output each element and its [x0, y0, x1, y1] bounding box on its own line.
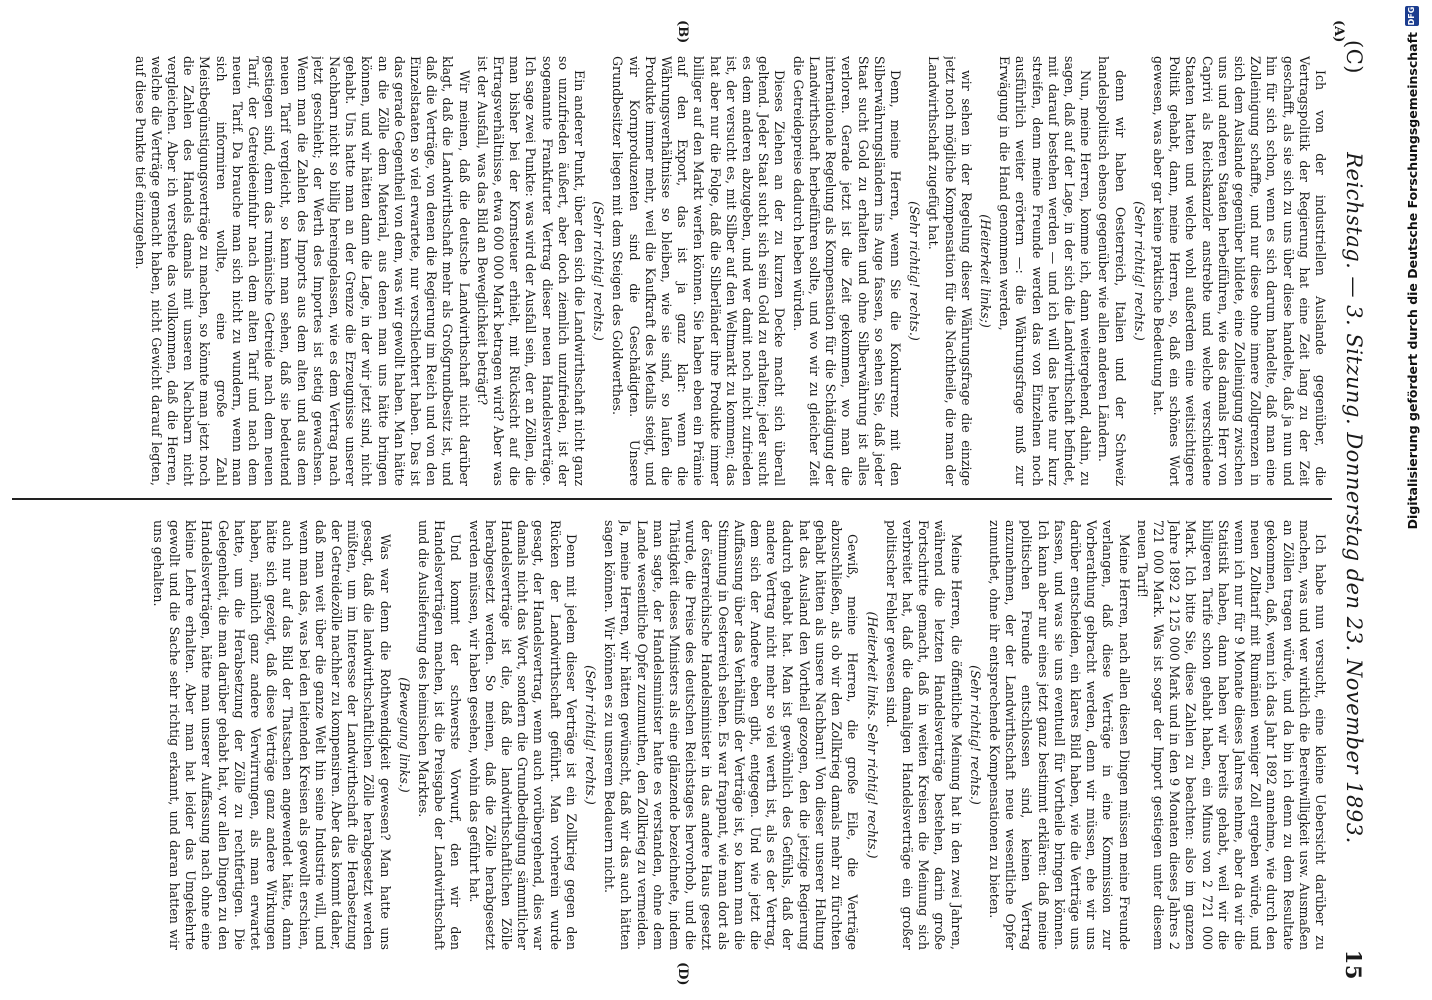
running-title: Reichstag. — 3. Sitzung. Donnerstag den 23. November 1893.	[1342, 152, 1366, 844]
paragraph: Wir meinen, daß die deutsche Landwirthschaft nicht darüber klagt, daß die Landwirthschaft mehr als Großgrundbesitz ist, und daß die Verträge, von denen die Regierung im Reich und von den Einzelstaaten so viel erwartete, nur verschlechtert haben. Das ist das gerade Gegentheil von dem, was wir gewollt haben. Man hätte an die Zölle dem Material, aus denen man uns hätte bringen können, und wir hätten dann die Lage, in der wir jetzt sind, nicht gehabt. Uns hatte man an der Grenze die Erzeugnisse unserer Nachbarn nicht so billig hereingelassen, wie es dem Vertrag nach jetzt geschieht; der Werth des Importes ist stetig gewachsen. Wenn man die Zahlen des Imports aus dem alten und aus dem neuen Tarif vergleicht, so kann man sehen, daß sie bedeutend gestiegen sind, denn das rumänische Getreide nach dem neuen Tarif, der Getreideeinfuhr nach dem alten Tarif und nach dem neuen Tarif. Da brauche man sich nicht zu wundern, wenn man sich informiren wollte, eine große Zahl Meistbegünstigungsverträge zu machen, so könnte man jetzt noch die Zahlen des Handels damals mit unseren Nachbarn nicht vergleichen. Aber ich verstehe das vollkommen, daß die Herren, welche die Verträge gemacht haben, nicht Gewicht darauf legten, auf diese Punkte tief einzugehen.	[132, 56, 472, 486]
interjection: (Bewegung links.)	[396, 677, 412, 793]
paragraph: Denn, meine Herren, wenn Sie die Konkurrenz mit den Silberwährungsländern ins Auge fassen, so sehen Sie, daß jeder Staat sucht Gold zu erhalten und ohne Silberwährung ist alles verloren. Gerade jetzt ist die Zeit gekommen, wo man die internationale Regelung als Kompensation für die Schädigung der Landwirthschaft herbeiführen sollte, und wo wir zu gleicher Zeit die Getreidepreise dadurch heben würden.	[790, 56, 903, 486]
paragraph: Und kommt der schwerste Vorwurf, den wir den Handelsverträgen machen, ist die Preisgabe der Landwirthschaft und die Auslieferung des heimischen Marktes.	[416, 520, 464, 950]
margin-marker-b: (B)	[675, 20, 690, 44]
margin-marker-a: (A)	[1331, 20, 1346, 43]
paragraph: Meine Herren, die öffentliche Meinung hat in den zwei Jahren, während die letzten Handelsverträge bestehen, darin große Fortschritte gemacht, daß in weiten Kreisen die Meinung sich verbreitet hat, daß die damaligen Handelsverträge ein großer politischer Fehler gewesen sind.	[883, 520, 964, 950]
paragraph: Ein anderer Punkt, über den sich die Landwirthschaft nicht ganz so unzufrieden äußert, aber doch ziemlich unzufrieden, ist der sogenannte Frankfurter Vertrag dieser neuen Handelsverträge. Ich sage zwei Punkte: was wird der Ausfall sein, der an Zöllen, die man bisher bei der Kornsteuer erhielt, mit Rücksicht auf die Ertragsverhältnisse, etwa 600 000 Mark betragen wird? Aber was ist der Ausfall, was das Bild an Beweglichkeit beträgt?	[474, 56, 588, 486]
page-number: 15	[1341, 949, 1367, 980]
paragraph: wir sehen in der Regelung dieser Währungsfrage die einzige jetzt noch mögliche Kompensation für die Nachtheile, die man der Landwirthschaft zugefügt hat.	[926, 56, 974, 486]
interjection: (Heiterkeit links;)	[977, 214, 993, 328]
interjection: (Sehr richtig! rechts.)	[967, 665, 983, 805]
paragraph: Ich von der industriellen Auslande gegenüber, die Vertragspolitik der Regierung hat eine Zeit lang zu der Zeit geschafft, als sie sich zu uns über diese handelte, daß ja nun und hin für sich schon, wenn es sich darum handelte, daß man eine Zolleinigung schaffte, und nur diese ohne innere Zollgrenzen in sich dem Auslande gegenüber bildete, eine Zolleinigung zwischen uns und anderen Staaten herbeiführen, wie das damals Herr von Caprivi als Reichskanzler anstrebte und welche verschiedene Staaten hatten und welche wohl außerdem eine weitsichtigere Politik gehabt, dann, meine Herren, so, daß ein schönes Wort gewesen, was aber gar keine praktische Bedeutung hat.	[1150, 56, 1328, 486]
paragraph: Dieses Ziehen an der zu kurzen Decke macht sich überall geltend. Jeder Staat sucht sich sein Gold zu erhalten; jeder sucht es dem anderen abzugeben, und wer damit noch nicht zufrieden ist, der versucht es, mit Silber auf den Weltmarkt zu kommen; das hat aber nur die Folge, daß die Silberländer ihre Produkte immer billiger auf den Markt werfen können. Sie haben eben ein Prämie auf den Export, das ist ja ganz klar: wenn die Währungsverhältnisse so bleiben, wie sie sind, so laufen die Produkte immer mehr, weil die Kaufkraft des Metalls steigt, und wir Kornproduzenten sind die Geschädigten. Unsere Grundbesitzer liegen mit dem Steigen des Goldwerthes.	[610, 56, 788, 486]
dfg-logo: DFG	[1405, 6, 1419, 26]
paragraph: denn wir haben Oesterreich, Italien und der Schweiz handelspolitisch ebenso gegenüber wie allen anderen Ländern.	[1096, 56, 1128, 486]
paragraph: Denn mit jedem dieser Verträge ist ein Zollkrieg gegen den Rücken der Landwirthschaft geführt. Man vorherein wurde gesagt, der Handelsvertrag, wenn auch vorübergehend, dies war damals nicht das Wort, sondern die Grundbedingung sämmtlicher Handelsverträge ist die, daß die landwirthschaftlichen Zölle herabgesetzt werden. So meinen, daß die Zölle herabgesetzt werden müssen, wir haben gesehen, wohin das geführt hat.	[466, 520, 579, 950]
interjection: (Sehr richtig! rechts.)	[591, 201, 607, 341]
paragraph: Nun, meine Herren, komme ich, dann weitergehend, dahin, zu sagen, daß auf der Lage, in der sich die Landwirthschaft befindet, mit darauf bestehen werden — und ich will das heute nur kurz streifen, denn meine Freunde werden das von Einzelnen noch ausführlich weiter erörtern —: die Währungsfrage muß zur Erwägung in die Hand genommen werden,	[997, 56, 1094, 486]
margin-marker-d: (D)	[675, 962, 690, 986]
interjection: (Sehr richtig! rechts.)	[907, 201, 923, 341]
paragraph: Was war denn die Rothwendigkeit gewesen? Man hatte uns gesagt, daß die landwirthschaftlichen Zölle herabgesetzt werden müßten, um im Interesse der Landwirthschaft die Herabsetzung der Getreidezölle nachher zu kompensiren. Aber das kommt daher, daß man weit über die ganze Welt hin seine Industrie will, und wenn man das, was bei den leitenden Kreisen als gewollt erschien, auch nur auf das Bild der Thatsachen angewendet hätte, dann hätte sich gezeigt, daß diese Verträge ganz andere Wirkungen haben, nämlich ganz andere Verwirrungen, als man erwartet hatte, um die Herabsetzung der Zölle zu rechtfertigen. Die Gelegenheit, die man darüber gehabt hat, vor allen Dingen zu den Handelsverträgen, hätte man unserer Auffassung nach ohne eine kleine Lehre erhalten. Aber man hat leider das Umgekehrte gewollt und die Sache sehr richtig erkannt, und daran hatten wir uns gehalten.	[150, 520, 393, 950]
credit-text: Digitalisierung gefördert durch die Deutsche Forschungsgemeinschaft	[1404, 32, 1420, 530]
paragraph: Ich habe nun versucht, eine kleine Uebersicht darüber zu machen, was und wer wirklich die Bereitwilligkeit usw. Ausmaßen an Zöllen tragen würde, und da bin ich denn zu dem Resultate gekommen, daß, wenn ich das Jahr 1892 annehme, wie durch den neuen Zolltarif mit Rumänien weniger Zoll ergeben würde, und wenn ich nur für 9 Monate dieses Jahres nehme, aber da wir die Statistik haben, dann haben wir bereits gehabt, weil wir die billigeren Tarife schon gehabt haben, ein Minus von 2 721 000 Mark. Ich bitte Sie, diese Zahlen zu beachten: also im ganzen Jahre 1892 2 125 000 Mark und in den 9 Monaten dieses Jahres 2 721 000 Mark. Was ist sogar der Import gestiegen unter diesem neuen Tarif!	[1134, 520, 1328, 950]
paragraph: Gewiß, meine Herren, die große Eile, die Verträge abzuschließen, als ob wir den Zollkrieg damals mehr zu fürchten gehabt hätten als unsere Nachbarn! Von dieser unserer Haltung hat das Ausland den Vortheil gezogen, den die jetzige Regierung dadurch gehabt hat. Man ist gewöhnlich des Gefühls, daß der andere Vertrag nicht mehr so viel werth ist, als es der Vertrag, dem sich der Andere eben gibt, entgegen. Und wie jetzt die Auffassung über das Verhältniß der Verträge ist, so kann man die Stimmung in Oesterreich sehen. Es war frappant, wie man dort als der österreichische Handelsminister in das andere Haus gesetzt wurde, die Preise des deutschen Reichstages hervorhob, und die Thätigkeit dieses Ministers als eine glänzende bezeichnete, indem man sagte, der Handelsminister hatte es verstanden, ohne dem Lande wesentliche Opfer zuzumuthen, den Zollkrieg zu vermeiden. Ja, meine Herren, wir hätten gewünscht, daß wir das auch hätten sagen können. Wir können es zu unserem Bedauern nicht.	[602, 520, 861, 950]
right-column	[14, 520, 1328, 950]
page-header	[1336, 40, 1372, 980]
margin-marker-c: (C)	[1342, 40, 1366, 74]
paragraph: Meine Herren, nach allen diesen Dingen müssen meine Freunde verlangen, daß diese Verträge in eine Kommission zur Vorberathung gebracht werden, denn wir müssen, ehe wir uns darüber entscheiden, ein klares Bild haben, wie die Verträge uns fassen, und was sie uns eventuell für Vortheile bringen können. Ich kann aber nur eines jetzt ganz bestimmt erklären: daß meine politischen Freunde entschlossen sind, keinen Vertrag anzunehmen, der der Landwirthschaft neue wesentliche Opfer zumuthet, ohne ihr entsprechende Kompensationen zu bieten.	[986, 520, 1132, 950]
column-divider	[12, 498, 1332, 500]
interjection: (Sehr richtig! rechts.)	[1131, 201, 1147, 341]
digitization-credit-strip	[1392, 0, 1432, 1000]
left-column	[14, 56, 1328, 486]
interjection: (Heiterkeit links. Sehr richtig! rechts.)	[864, 611, 880, 859]
interjection: (Sehr richtig! rechts.)	[583, 665, 599, 805]
